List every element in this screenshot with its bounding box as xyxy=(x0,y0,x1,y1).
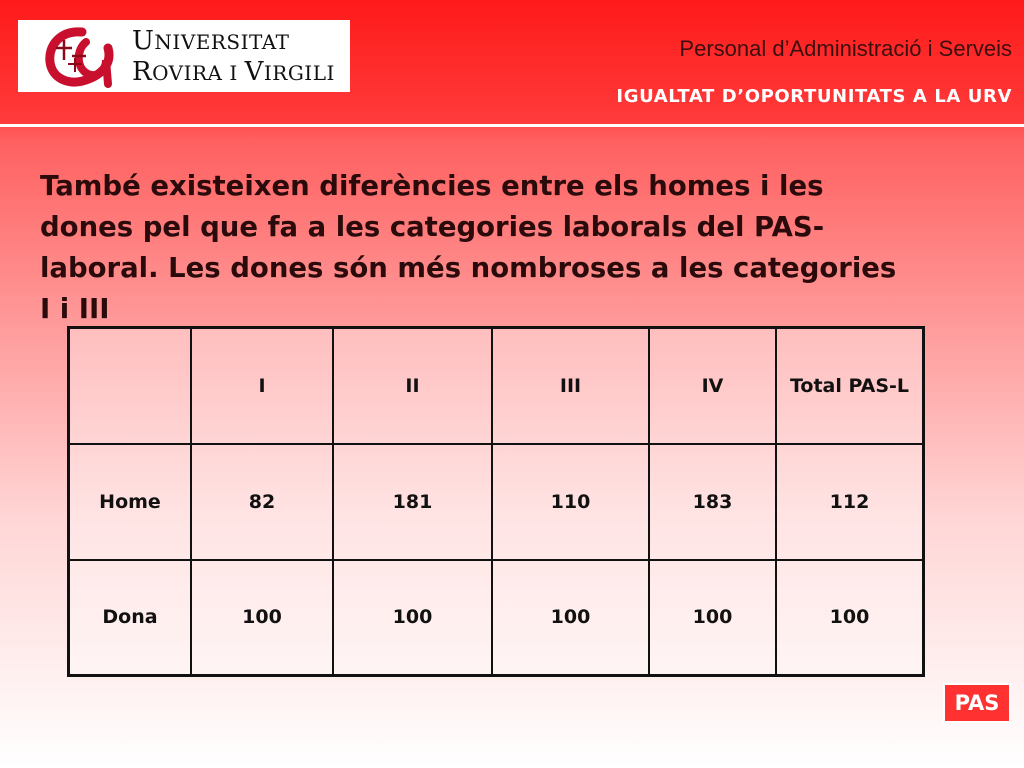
categories-table xyxy=(67,326,925,677)
table-cell: 100 xyxy=(333,560,492,676)
table-cell: Home xyxy=(69,444,192,560)
table-cell: 100 xyxy=(492,560,649,676)
university-logo xyxy=(18,20,350,92)
table-cell: 100 xyxy=(776,560,924,676)
pas-badge: PAS xyxy=(943,683,1011,723)
university-name-line2: ROVIRA I VIRGILI xyxy=(132,57,335,87)
university-name-line1: UNIVERSITAT xyxy=(132,26,290,56)
table-cell: 82 xyxy=(191,444,333,560)
slide-heading: També existeixen diferències entre els homes i les dones pel que fa a les categories laborals del PAS-laboral. Les dones són més nombroses a les categories I i III xyxy=(40,170,897,325)
table-header-cell xyxy=(69,328,192,444)
table-header-cell: II xyxy=(333,328,492,444)
table-header-cell: Total PAS-L xyxy=(776,328,924,444)
header-divider xyxy=(0,124,1024,127)
table-header-row xyxy=(69,328,924,444)
table-cell: 110 xyxy=(492,444,649,560)
table-row xyxy=(69,444,924,560)
table-cell: 112 xyxy=(776,444,924,560)
university-name xyxy=(132,26,346,88)
program-title: IGUALTAT D’OPORTUNITATS A LA URV xyxy=(616,86,1012,107)
table-cell: Dona xyxy=(69,560,192,676)
table-cell: 183 xyxy=(649,444,776,560)
department-title: Personal d’Administració i Serveis xyxy=(679,36,1012,61)
table-header-cell: III xyxy=(492,328,649,444)
table-cell: 100 xyxy=(649,560,776,676)
university-emblem-icon xyxy=(42,26,126,88)
table-header-cell: I xyxy=(191,328,333,444)
table-cell: 100 xyxy=(191,560,333,676)
table-row xyxy=(69,560,924,676)
table-cell: 181 xyxy=(333,444,492,560)
table-header-cell: IV xyxy=(649,328,776,444)
